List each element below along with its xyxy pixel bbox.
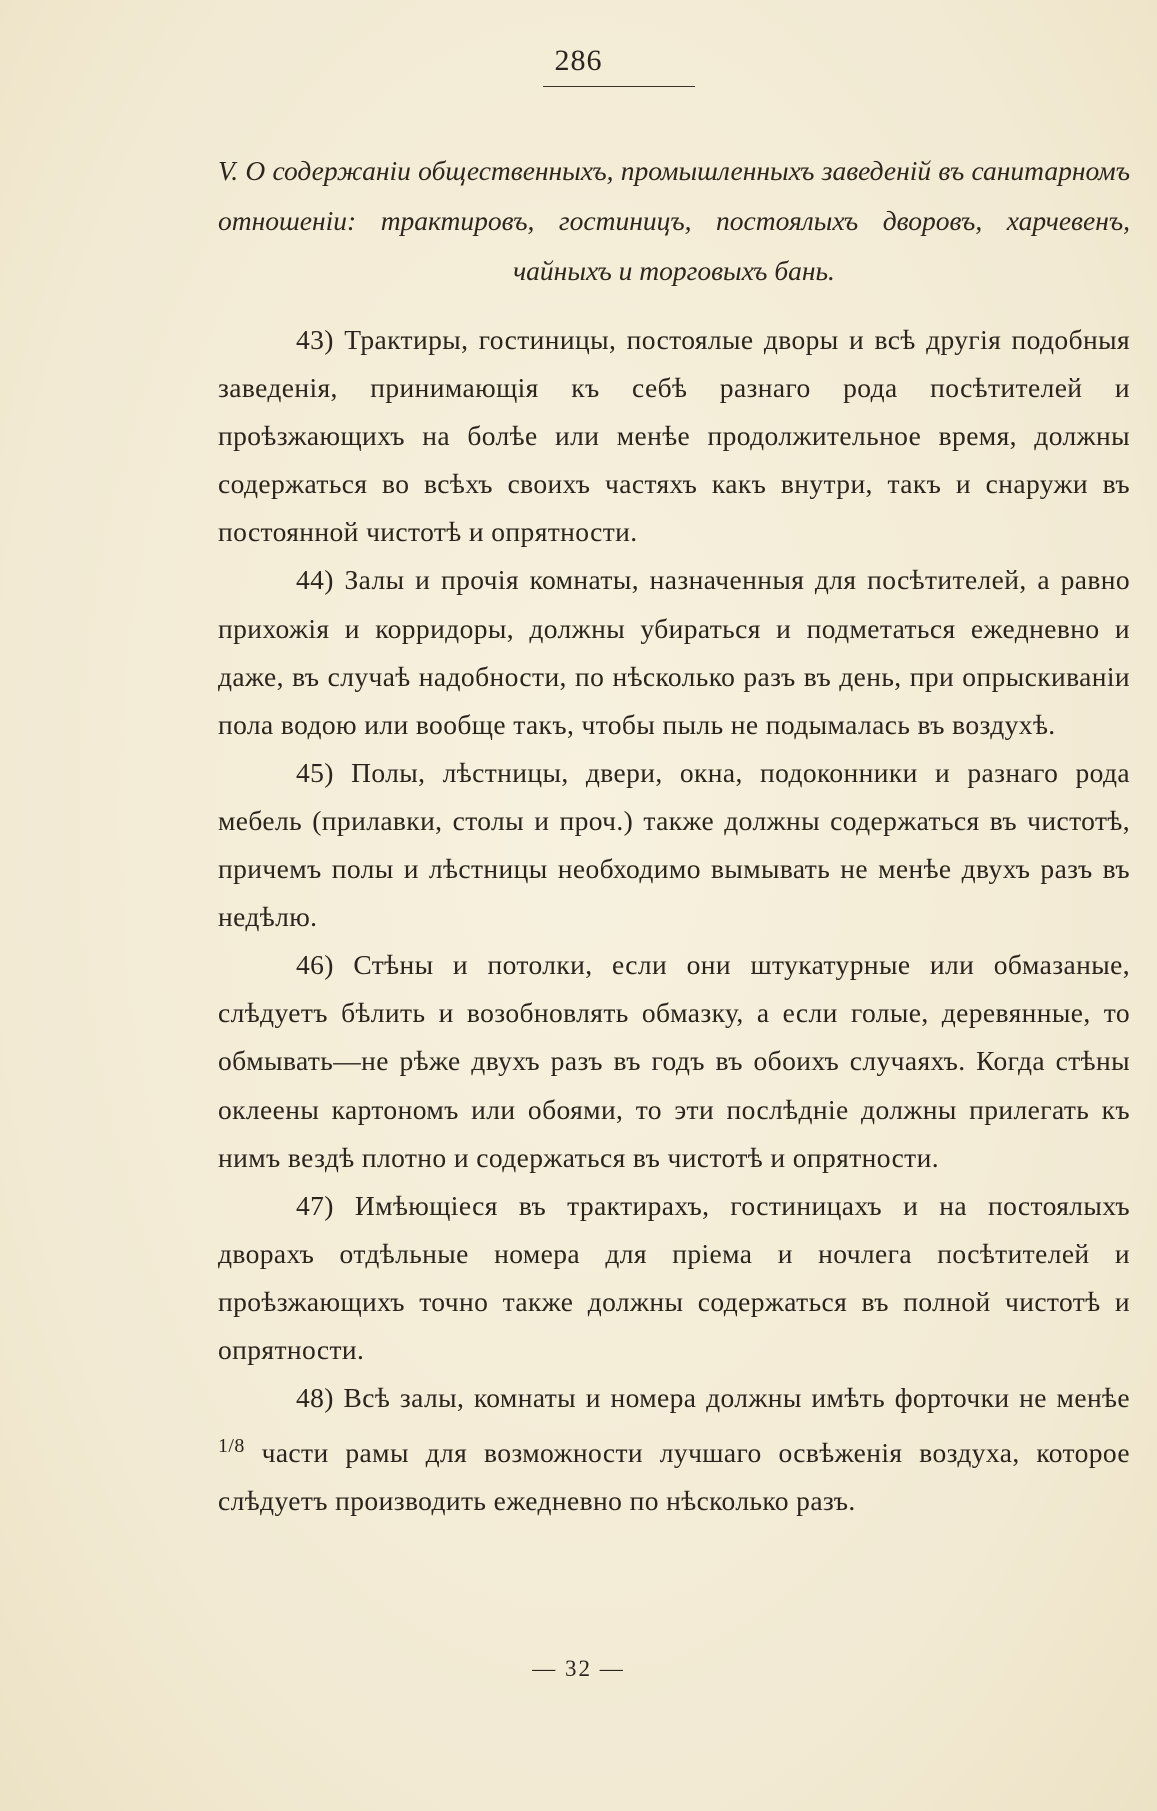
paragraph-48 <box>218 1374 1130 1525</box>
paragraph-48-start: 48) Всѣ залы, комнаты и номера должны имѣть форточки не менѣе <box>296 1382 1130 1414</box>
page-number: 286 <box>554 44 603 77</box>
paragraph-43: 43) Трактиры, гостиницы, постоялые дворы и всѣ другія подобныя заведенія, принимающія къ себѣ разнаго рода посѣтителей и проѣзжающихъ на болѣе или менѣе продолжительное время, должны содержаться во всѣхъ своихъ частяхъ какъ внутри, такъ и снаружи въ постоянной чистотѣ и опрятности. <box>218 324 1130 548</box>
paragraph-45: 45) Полы, лѣстницы, двери, окна, подоконники и разнаго рода мебель (прилавки, столы и проч.) также должны содержаться въ чистотѣ, причемъ полы и лѣстницы необходимо вымывать не менѣе двухъ разъ въ недѣлю. <box>218 756 1130 933</box>
paragraph-47: 47) Имѣющіеся въ трактирахъ, гостиницахъ и на постоялыхъ дворахъ отдѣльные номера для пріема и ночлега посѣтителей и проѣзжающихъ точно также должны содержаться въ полной чистотѣ и опрятности. <box>218 1189 1130 1365</box>
section-heading: V. О содержаніи общественныхъ, промышленныхъ заведеній въ санитарномъ отношеніи: трактировъ, гостиницъ, постоялыхъ дворовъ, харчевенъ, чайныхъ и торговыхъ бань. <box>218 155 1130 286</box>
paragraph-48-end: части рамы для возможности лучшаго освѣженія воздуха, которое слѣдуетъ производить ежедневно по нѣсколько разъ. <box>218 1437 1131 1517</box>
paragraph-46: 46) Стѣны и потолки, если они штукатурные или обмазаные, слѣдуетъ бѣлить и возобновлять обмазку, а если голые, деревянные, то обмывать—не рѣже двухъ разъ въ годъ въ обоихъ случаяхъ. Когда стѣны оклеены картономъ или обоями, то эти послѣдніе должны прилегать къ нимъ вездѣ плотно и содержаться въ чистотѣ и опрятности. <box>218 949 1130 1173</box>
body-text <box>218 316 1130 1525</box>
page-number-rule <box>543 86 695 87</box>
signature-mark: — 32 — <box>532 1656 625 1681</box>
fraction-one-eighth: 1/8 <box>218 1435 245 1458</box>
paragraph-44: 44) Залы и прочія комнаты, назначенныя для посѣтителей, а равно прихожія и корридоры, должны убираться и подметаться ежедневно и даже, въ случаѣ надобности, по нѣсколько разъ въ день, при опрыскиваніи пола водою или вообще такъ, чтобы пыль не подымалась въ воздухѣ. <box>218 564 1130 740</box>
